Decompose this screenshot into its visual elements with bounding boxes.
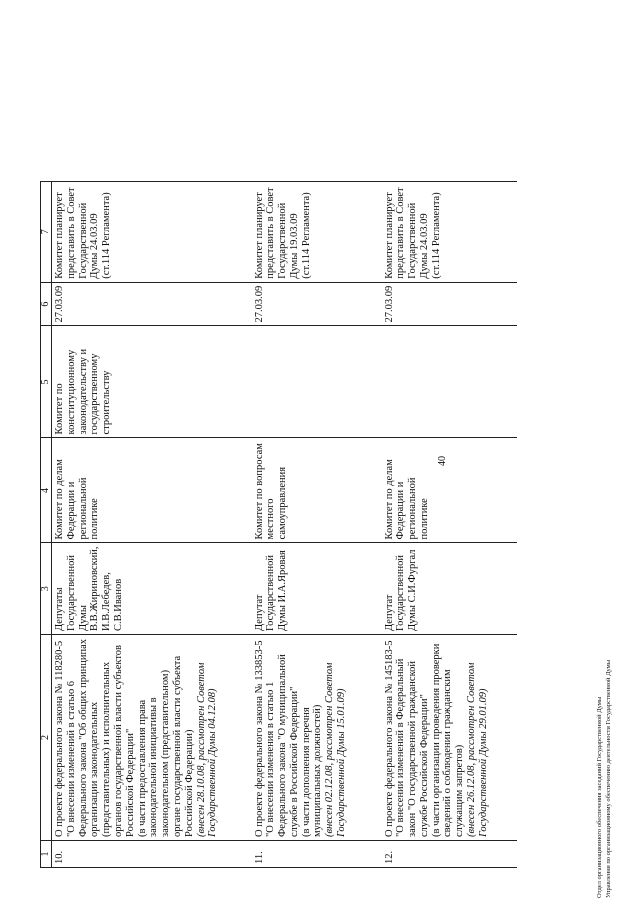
bill-cell	[52, 635, 252, 841]
row-number: 12.	[382, 841, 517, 868]
author-cell: Депутат Государственной Думы И.А.Яровая	[252, 543, 382, 635]
header-cell: 4	[41, 438, 52, 543]
table-row	[382, 181, 517, 867]
bill-cell	[382, 635, 517, 841]
footer-line: Отдел организационного обеспечения заседаний Государственной Думы	[596, 696, 603, 898]
bill-detail: (в части предоставления права законодательной инициативы в законодательном (представительном) органе государственной власти субъекта Российской Федерации)	[136, 655, 195, 837]
co-committee-cell	[252, 326, 382, 438]
date-cell: 27.03.09	[252, 282, 382, 326]
plan-cell: Комитет планирует представить в Совет Государственной Думы 19.03.09 (ст.114 Регламента)	[252, 181, 382, 282]
plan-cell: Комитет планирует представить в Совет Государственной Думы 24.03.09 (ст.114 Регламента)	[52, 181, 252, 282]
bill-title: О проекте федерального закона № 118280-5 "О внесении изменений в статью 6 Федерального закона "Об общих принципах организации законодательных (представительных) и исполнительных органов государственной власти субъектов Российской Федерации"	[54, 638, 136, 837]
footer-line: Управления по организационному обеспечению деятельности Государственной Думы	[605, 659, 612, 898]
bill-dates: (внесен 02.12.08, рассмотрен Советом Государственной Думы 15.01.09)	[324, 662, 348, 837]
header-cell: 6	[41, 282, 52, 326]
co-committee-cell: Комитет по конституционному законодательству и государственному строительству	[52, 326, 252, 438]
date-cell: 27.03.09	[382, 282, 517, 326]
header-cell: 1	[41, 841, 52, 868]
header-cell: 7	[41, 181, 52, 282]
bill-detail: (в части дополнения перечня муниципальных должностей)	[300, 704, 324, 837]
author-cell: Депутат Государственной Думы С.И.Фургал	[382, 543, 517, 635]
bill-title: О проекте федерального закона № 145183-5 "О внесении изменений в Федеральный закон "О государственной гражданской службе Российской Федерации"	[383, 640, 430, 837]
table-header-row	[41, 181, 52, 867]
bill-cell	[252, 635, 382, 841]
header-cell: 5	[41, 326, 52, 438]
plan-cell: Комитет планирует представить в Совет Государственной Думы 24.03.09 (ст.114 Регламента)	[382, 181, 517, 282]
header-cell: 3	[41, 543, 52, 635]
row-number: 11.	[252, 841, 382, 868]
bills-table	[40, 181, 517, 868]
bill-dates: (внесен 26.12.08, рассмотрен Советом Государственной Думы 29.01.09)	[466, 662, 489, 837]
table-row	[52, 181, 252, 867]
committee-cell: Комитет по делам Федерации и региональной политике	[382, 438, 517, 543]
table-row	[252, 181, 382, 867]
committee-cell: Комитет по вопросам местного самоуправления	[252, 438, 382, 543]
date-cell: 27.03.09	[52, 282, 252, 326]
author-cell: Депутаты Государственной Думы В.В.Жириновский, И.В.Лебедев, С.В.Иванов	[52, 543, 252, 635]
page-number: 40	[437, 456, 448, 466]
header-cell: 2	[41, 635, 52, 841]
bill-title: О проекте федерального закона № 133853-5 "О внесении изменения в статью 1 Федерального закона "О муниципальной службе в Российской Федерации"	[253, 640, 300, 837]
bill-dates: (внесен 28.10.08, рассмотрен Советом Государственной Думы 04.12.08)	[195, 662, 219, 837]
footer	[595, 660, 613, 898]
bill-detail: (в части организации проведения проверки сведений о соблюдении гражданским служащим запретов)	[430, 643, 466, 837]
committee-cell: Комитет по делам Федерации и региональной политике	[52, 438, 252, 543]
co-committee-cell	[382, 326, 517, 438]
row-number: 10.	[52, 841, 252, 868]
